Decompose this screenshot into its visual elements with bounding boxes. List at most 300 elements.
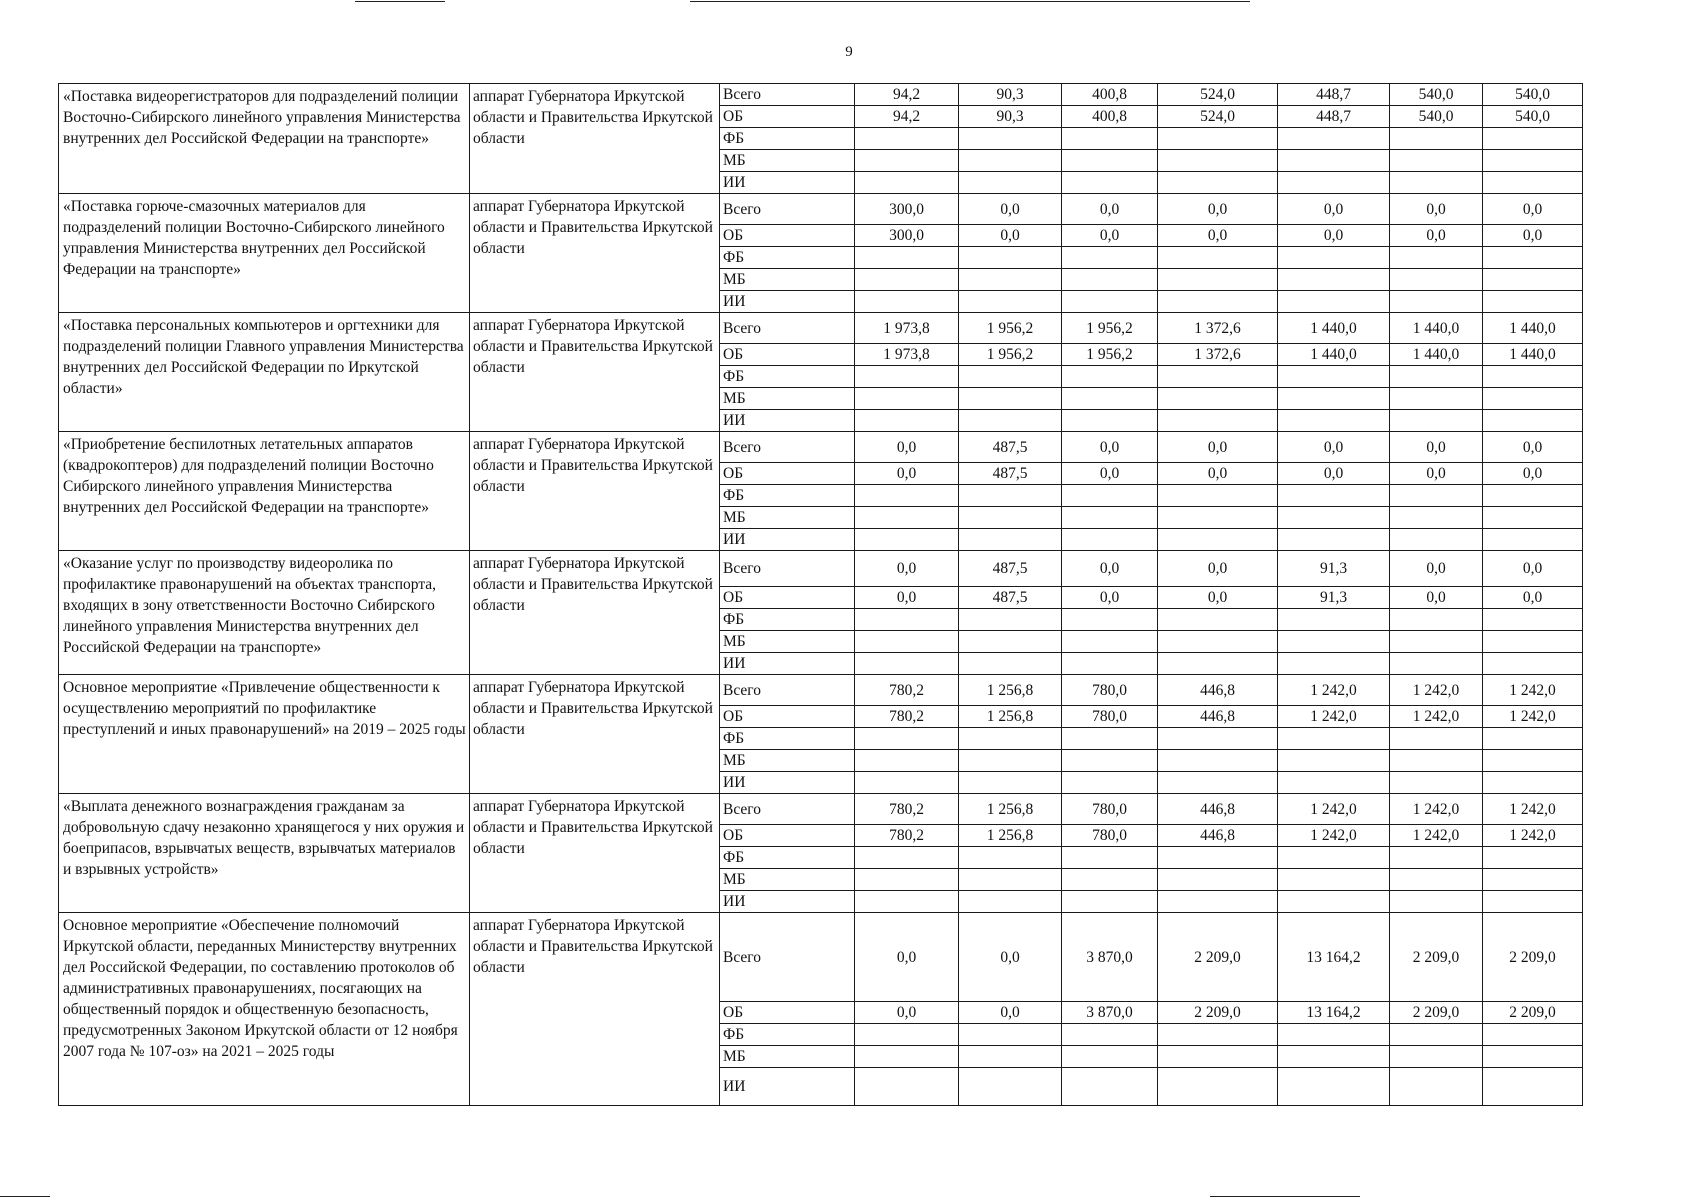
value-year-2 — [959, 1024, 1062, 1046]
value-year-2 — [959, 728, 1062, 750]
funding-source-label: ИИ — [720, 772, 855, 794]
value-year-1: 780,2 — [855, 675, 959, 706]
value-year-1 — [855, 609, 959, 631]
value-year-7 — [1483, 128, 1583, 150]
funding-source-label: ИИ — [720, 653, 855, 675]
value-year-6: 1 440,0 — [1390, 344, 1483, 366]
table-row — [59, 551, 1583, 587]
value-year-3 — [1062, 1068, 1158, 1106]
value-year-3: 780,0 — [1062, 794, 1158, 825]
value-year-2: 90,3 — [959, 84, 1062, 106]
value-year-2: 1 256,8 — [959, 706, 1062, 728]
value-year-2 — [959, 247, 1062, 269]
value-year-6 — [1390, 529, 1483, 551]
value-year-6 — [1390, 1068, 1483, 1106]
value-year-2: 1 956,2 — [959, 313, 1062, 344]
value-year-2 — [959, 1068, 1062, 1106]
value-year-5 — [1278, 247, 1390, 269]
value-year-4 — [1158, 609, 1278, 631]
value-year-3 — [1062, 609, 1158, 631]
value-year-7: 2 209,0 — [1483, 913, 1583, 1002]
value-year-7: 540,0 — [1483, 84, 1583, 106]
value-year-4: 0,0 — [1158, 194, 1278, 225]
value-year-1: 780,2 — [855, 706, 959, 728]
value-year-3: 0,0 — [1062, 194, 1158, 225]
value-year-1 — [855, 631, 959, 653]
value-year-6 — [1390, 485, 1483, 507]
value-year-2: 1 256,8 — [959, 825, 1062, 847]
value-year-2 — [959, 631, 1062, 653]
value-year-1 — [855, 247, 959, 269]
funding-source-label: ИИ — [720, 529, 855, 551]
value-year-7 — [1483, 291, 1583, 313]
value-year-6 — [1390, 410, 1483, 432]
value-year-5 — [1278, 609, 1390, 631]
funding-source-label: ФБ — [720, 128, 855, 150]
funding-source-label: Всего — [720, 432, 855, 463]
value-year-6: 0,0 — [1390, 225, 1483, 247]
value-year-4 — [1158, 891, 1278, 913]
funding-source-label: ИИ — [720, 891, 855, 913]
funding-source-label: ОБ — [720, 825, 855, 847]
funding-source-label: ИИ — [720, 1068, 855, 1106]
value-year-5 — [1278, 388, 1390, 410]
value-year-3 — [1062, 366, 1158, 388]
value-year-7: 0,0 — [1483, 463, 1583, 485]
funding-source-label: МБ — [720, 631, 855, 653]
value-year-7 — [1483, 1024, 1583, 1046]
value-year-4 — [1158, 653, 1278, 675]
funding-source-label: ОБ — [720, 587, 855, 609]
table-row — [59, 84, 1583, 106]
funding-source-label: ФБ — [720, 1024, 855, 1046]
value-year-3 — [1062, 247, 1158, 269]
value-year-4 — [1158, 1046, 1278, 1068]
value-year-7: 1 440,0 — [1483, 344, 1583, 366]
value-year-1: 0,0 — [855, 463, 959, 485]
funding-source-label: Всего — [720, 551, 855, 587]
table-row — [59, 313, 1583, 344]
funding-source-label: ИИ — [720, 410, 855, 432]
value-year-6: 1 242,0 — [1390, 675, 1483, 706]
value-year-6: 0,0 — [1390, 463, 1483, 485]
value-year-4: 1 372,6 — [1158, 313, 1278, 344]
funding-source-label: ФБ — [720, 366, 855, 388]
value-year-4 — [1158, 410, 1278, 432]
value-year-3: 1 956,2 — [1062, 313, 1158, 344]
value-year-1: 300,0 — [855, 225, 959, 247]
value-year-3 — [1062, 772, 1158, 794]
value-year-6 — [1390, 507, 1483, 529]
value-year-1 — [855, 269, 959, 291]
value-year-6 — [1390, 847, 1483, 869]
value-year-3 — [1062, 869, 1158, 891]
table-row — [59, 913, 1583, 1002]
value-year-3 — [1062, 728, 1158, 750]
funding-source-label: МБ — [720, 750, 855, 772]
activity-name: «Поставка видеорегистраторов для подразделений полиции Восточно-Сибирского линейного управления Министерства внутренних дел Российской Федерации на транспорте» — [59, 84, 470, 194]
table-row — [59, 432, 1583, 463]
value-year-7 — [1483, 1046, 1583, 1068]
value-year-5: 1 440,0 — [1278, 313, 1390, 344]
value-year-1 — [855, 291, 959, 313]
value-year-5: 91,3 — [1278, 587, 1390, 609]
value-year-6 — [1390, 1024, 1483, 1046]
value-year-4 — [1158, 728, 1278, 750]
value-year-2 — [959, 869, 1062, 891]
value-year-5: 1 242,0 — [1278, 675, 1390, 706]
value-year-3 — [1062, 172, 1158, 194]
value-year-5 — [1278, 150, 1390, 172]
value-year-2 — [959, 891, 1062, 913]
value-year-5 — [1278, 1068, 1390, 1106]
value-year-2: 487,5 — [959, 463, 1062, 485]
value-year-1 — [855, 507, 959, 529]
value-year-7 — [1483, 269, 1583, 291]
value-year-4: 2 209,0 — [1158, 1002, 1278, 1024]
program-table-body — [59, 84, 1583, 1106]
value-year-4: 446,8 — [1158, 675, 1278, 706]
value-year-1: 0,0 — [855, 587, 959, 609]
value-year-7 — [1483, 485, 1583, 507]
value-year-2 — [959, 150, 1062, 172]
value-year-4: 0,0 — [1158, 225, 1278, 247]
value-year-5 — [1278, 172, 1390, 194]
value-year-4: 446,8 — [1158, 794, 1278, 825]
value-year-5: 448,7 — [1278, 106, 1390, 128]
value-year-1 — [855, 150, 959, 172]
value-year-1: 0,0 — [855, 551, 959, 587]
value-year-3 — [1062, 847, 1158, 869]
value-year-2: 1 256,8 — [959, 794, 1062, 825]
funding-source-label: ОБ — [720, 225, 855, 247]
scan-edge-bottom-left — [0, 1196, 50, 1197]
value-year-1 — [855, 388, 959, 410]
value-year-1: 0,0 — [855, 1002, 959, 1024]
value-year-2 — [959, 388, 1062, 410]
value-year-5 — [1278, 847, 1390, 869]
value-year-3 — [1062, 388, 1158, 410]
funding-source-label: ИИ — [720, 291, 855, 313]
funding-source-label: ФБ — [720, 485, 855, 507]
value-year-4 — [1158, 366, 1278, 388]
value-year-6: 0,0 — [1390, 551, 1483, 587]
value-year-5 — [1278, 291, 1390, 313]
value-year-1 — [855, 1068, 959, 1106]
value-year-6: 1 242,0 — [1390, 825, 1483, 847]
value-year-5: 13 164,2 — [1278, 913, 1390, 1002]
activity-name: «Поставка горюче-смазочных материалов для подразделений полиции Восточно-Сибирского линейного управления Министерства внутренних дел Российской Федерации на транспорте» — [59, 194, 470, 313]
value-year-6 — [1390, 609, 1483, 631]
value-year-2 — [959, 485, 1062, 507]
value-year-6: 1 242,0 — [1390, 794, 1483, 825]
funding-source-label: Всего — [720, 913, 855, 1002]
value-year-6 — [1390, 772, 1483, 794]
value-year-1 — [855, 529, 959, 551]
value-year-2 — [959, 269, 1062, 291]
value-year-3 — [1062, 653, 1158, 675]
value-year-5 — [1278, 891, 1390, 913]
value-year-2 — [959, 1046, 1062, 1068]
value-year-7 — [1483, 529, 1583, 551]
executor: аппарат Губернатора Иркутской области и Правительства Иркутской области — [470, 913, 720, 1106]
value-year-4 — [1158, 772, 1278, 794]
value-year-1 — [855, 891, 959, 913]
value-year-1 — [855, 847, 959, 869]
funding-source-label: МБ — [720, 1046, 855, 1068]
value-year-4 — [1158, 631, 1278, 653]
value-year-3: 0,0 — [1062, 587, 1158, 609]
value-year-3: 0,0 — [1062, 225, 1158, 247]
value-year-4 — [1158, 507, 1278, 529]
value-year-3 — [1062, 1046, 1158, 1068]
value-year-7: 0,0 — [1483, 551, 1583, 587]
value-year-3: 0,0 — [1062, 463, 1158, 485]
value-year-6: 2 209,0 — [1390, 913, 1483, 1002]
value-year-4: 446,8 — [1158, 706, 1278, 728]
value-year-2 — [959, 529, 1062, 551]
value-year-2 — [959, 653, 1062, 675]
value-year-7 — [1483, 869, 1583, 891]
value-year-4: 1 372,6 — [1158, 344, 1278, 366]
funding-source-label: ОБ — [720, 1002, 855, 1024]
table-row — [59, 194, 1583, 225]
value-year-6 — [1390, 631, 1483, 653]
value-year-3: 400,8 — [1062, 106, 1158, 128]
value-year-1: 94,2 — [855, 84, 959, 106]
value-year-7: 0,0 — [1483, 432, 1583, 463]
value-year-4 — [1158, 172, 1278, 194]
value-year-6: 1 242,0 — [1390, 706, 1483, 728]
value-year-4: 0,0 — [1158, 463, 1278, 485]
value-year-6: 2 209,0 — [1390, 1002, 1483, 1024]
value-year-2 — [959, 507, 1062, 529]
value-year-7: 1 242,0 — [1483, 706, 1583, 728]
value-year-1 — [855, 728, 959, 750]
activity-name: «Выплата денежного вознаграждения гражданам за добровольную сдачу незаконно хранящегося у них оружия и боеприпасов, взрывчатых веществ, взрывчатых материалов и взрывных устройств» — [59, 794, 470, 913]
value-year-7: 1 242,0 — [1483, 794, 1583, 825]
executor: аппарат Губернатора Иркутской области и Правительства Иркутской области — [470, 313, 720, 432]
value-year-7 — [1483, 631, 1583, 653]
scan-edge-top-left — [355, 1, 445, 2]
funding-source-label: Всего — [720, 194, 855, 225]
value-year-3 — [1062, 291, 1158, 313]
value-year-2: 1 956,2 — [959, 344, 1062, 366]
value-year-5: 0,0 — [1278, 463, 1390, 485]
value-year-4 — [1158, 150, 1278, 172]
value-year-1 — [855, 485, 959, 507]
value-year-6: 0,0 — [1390, 587, 1483, 609]
value-year-4: 0,0 — [1158, 587, 1278, 609]
value-year-4: 0,0 — [1158, 432, 1278, 463]
scan-edge-bottom-right — [1210, 1196, 1360, 1197]
value-year-7 — [1483, 150, 1583, 172]
value-year-7: 540,0 — [1483, 106, 1583, 128]
value-year-5 — [1278, 269, 1390, 291]
value-year-4 — [1158, 529, 1278, 551]
funding-source-label: ИИ — [720, 172, 855, 194]
page-number: 9 — [845, 44, 853, 60]
value-year-6 — [1390, 269, 1483, 291]
value-year-4: 524,0 — [1158, 84, 1278, 106]
value-year-1 — [855, 750, 959, 772]
value-year-2: 0,0 — [959, 225, 1062, 247]
value-year-4 — [1158, 247, 1278, 269]
value-year-7 — [1483, 891, 1583, 913]
value-year-4 — [1158, 388, 1278, 410]
funding-source-label: ОБ — [720, 706, 855, 728]
value-year-1 — [855, 366, 959, 388]
activity-name: «Поставка персональных компьютеров и оргтехники для подразделений полиции Главного управления Министерства внутренних дел Российской Федерации по Иркутской области» — [59, 313, 470, 432]
value-year-1: 300,0 — [855, 194, 959, 225]
value-year-6 — [1390, 247, 1483, 269]
value-year-5 — [1278, 750, 1390, 772]
executor: аппарат Губернатора Иркутской области и Правительства Иркутской области — [470, 194, 720, 313]
value-year-1: 0,0 — [855, 913, 959, 1002]
value-year-3 — [1062, 507, 1158, 529]
value-year-5: 13 164,2 — [1278, 1002, 1390, 1024]
value-year-4 — [1158, 269, 1278, 291]
activity-name: «Приобретение беспилотных летательных аппаратов (квадрокоптеров) для подразделений полиции Восточно Сибирского линейного управления Министерства внутренних дел Российской Федерации на транспорте» — [59, 432, 470, 551]
value-year-6 — [1390, 388, 1483, 410]
value-year-2 — [959, 366, 1062, 388]
value-year-5 — [1278, 366, 1390, 388]
value-year-3 — [1062, 410, 1158, 432]
value-year-2: 487,5 — [959, 432, 1062, 463]
value-year-2: 487,5 — [959, 551, 1062, 587]
value-year-5: 1 242,0 — [1278, 825, 1390, 847]
value-year-5 — [1278, 507, 1390, 529]
value-year-1: 94,2 — [855, 106, 959, 128]
funding-source-label: ОБ — [720, 344, 855, 366]
value-year-2 — [959, 847, 1062, 869]
value-year-3: 0,0 — [1062, 432, 1158, 463]
funding-source-label: МБ — [720, 269, 855, 291]
value-year-5 — [1278, 728, 1390, 750]
value-year-5 — [1278, 1046, 1390, 1068]
value-year-7 — [1483, 366, 1583, 388]
value-year-3: 780,0 — [1062, 675, 1158, 706]
value-year-3: 3 870,0 — [1062, 913, 1158, 1002]
value-year-6 — [1390, 128, 1483, 150]
value-year-7: 1 242,0 — [1483, 675, 1583, 706]
program-table — [58, 83, 1583, 1106]
value-year-1 — [855, 128, 959, 150]
value-year-7 — [1483, 750, 1583, 772]
value-year-7: 0,0 — [1483, 194, 1583, 225]
value-year-5: 1 440,0 — [1278, 344, 1390, 366]
value-year-1: 0,0 — [855, 432, 959, 463]
value-year-2: 1 256,8 — [959, 675, 1062, 706]
value-year-7 — [1483, 410, 1583, 432]
value-year-5: 0,0 — [1278, 194, 1390, 225]
value-year-1 — [855, 772, 959, 794]
funding-source-label: Всего — [720, 313, 855, 344]
value-year-2 — [959, 772, 1062, 794]
value-year-4: 2 209,0 — [1158, 913, 1278, 1002]
value-year-5: 1 242,0 — [1278, 794, 1390, 825]
value-year-4: 524,0 — [1158, 106, 1278, 128]
activity-name: «Оказание услуг по производству видеоролика по профилактике правонарушений на объектах транспорта, входящих в зону ответственности Восточно Сибирского линейного управления Министерства внутренних дел Российской Федерации на транспорте» — [59, 551, 470, 675]
executor: аппарат Губернатора Иркутской области и Правительства Иркутской области — [470, 84, 720, 194]
value-year-5 — [1278, 869, 1390, 891]
value-year-7 — [1483, 172, 1583, 194]
value-year-2: 487,5 — [959, 587, 1062, 609]
value-year-6 — [1390, 653, 1483, 675]
value-year-7 — [1483, 847, 1583, 869]
value-year-7 — [1483, 728, 1583, 750]
value-year-2 — [959, 172, 1062, 194]
funding-source-label: Всего — [720, 794, 855, 825]
executor: аппарат Губернатора Иркутской области и Правительства Иркутской области — [470, 794, 720, 913]
value-year-6: 0,0 — [1390, 432, 1483, 463]
executor: аппарат Губернатора Иркутской области и Правительства Иркутской области — [470, 551, 720, 675]
value-year-1 — [855, 869, 959, 891]
value-year-1: 780,2 — [855, 825, 959, 847]
value-year-2 — [959, 128, 1062, 150]
value-year-3 — [1062, 485, 1158, 507]
value-year-3 — [1062, 750, 1158, 772]
value-year-3: 400,8 — [1062, 84, 1158, 106]
value-year-2 — [959, 291, 1062, 313]
value-year-5: 91,3 — [1278, 551, 1390, 587]
value-year-1 — [855, 1024, 959, 1046]
funding-source-label: МБ — [720, 388, 855, 410]
value-year-4 — [1158, 750, 1278, 772]
value-year-6 — [1390, 869, 1483, 891]
value-year-2 — [959, 410, 1062, 432]
value-year-6 — [1390, 750, 1483, 772]
value-year-1: 1 973,8 — [855, 313, 959, 344]
value-year-1 — [855, 653, 959, 675]
value-year-4: 0,0 — [1158, 551, 1278, 587]
value-year-1: 1 973,8 — [855, 344, 959, 366]
value-year-7: 0,0 — [1483, 225, 1583, 247]
value-year-5 — [1278, 410, 1390, 432]
table-row — [59, 675, 1583, 706]
value-year-5: 0,0 — [1278, 432, 1390, 463]
funding-source-label: МБ — [720, 507, 855, 529]
value-year-6 — [1390, 172, 1483, 194]
value-year-1 — [855, 172, 959, 194]
value-year-5 — [1278, 631, 1390, 653]
funding-source-label: ФБ — [720, 728, 855, 750]
value-year-2: 0,0 — [959, 194, 1062, 225]
value-year-2: 0,0 — [959, 1002, 1062, 1024]
value-year-2 — [959, 609, 1062, 631]
value-year-7 — [1483, 609, 1583, 631]
funding-source-label: ФБ — [720, 609, 855, 631]
funding-source-label: ОБ — [720, 106, 855, 128]
value-year-3 — [1062, 150, 1158, 172]
value-year-5: 0,0 — [1278, 225, 1390, 247]
value-year-1 — [855, 1046, 959, 1068]
value-year-3 — [1062, 529, 1158, 551]
executor: аппарат Губернатора Иркутской области и Правительства Иркутской области — [470, 675, 720, 794]
funding-source-label: ФБ — [720, 847, 855, 869]
value-year-5: 448,7 — [1278, 84, 1390, 106]
value-year-4 — [1158, 847, 1278, 869]
value-year-3: 3 870,0 — [1062, 1002, 1158, 1024]
value-year-5: 1 242,0 — [1278, 706, 1390, 728]
value-year-7 — [1483, 653, 1583, 675]
table-row — [59, 794, 1583, 825]
value-year-6 — [1390, 1046, 1483, 1068]
value-year-3 — [1062, 269, 1158, 291]
scan-edge-top-right — [690, 1, 1250, 2]
value-year-7 — [1483, 247, 1583, 269]
value-year-3 — [1062, 128, 1158, 150]
